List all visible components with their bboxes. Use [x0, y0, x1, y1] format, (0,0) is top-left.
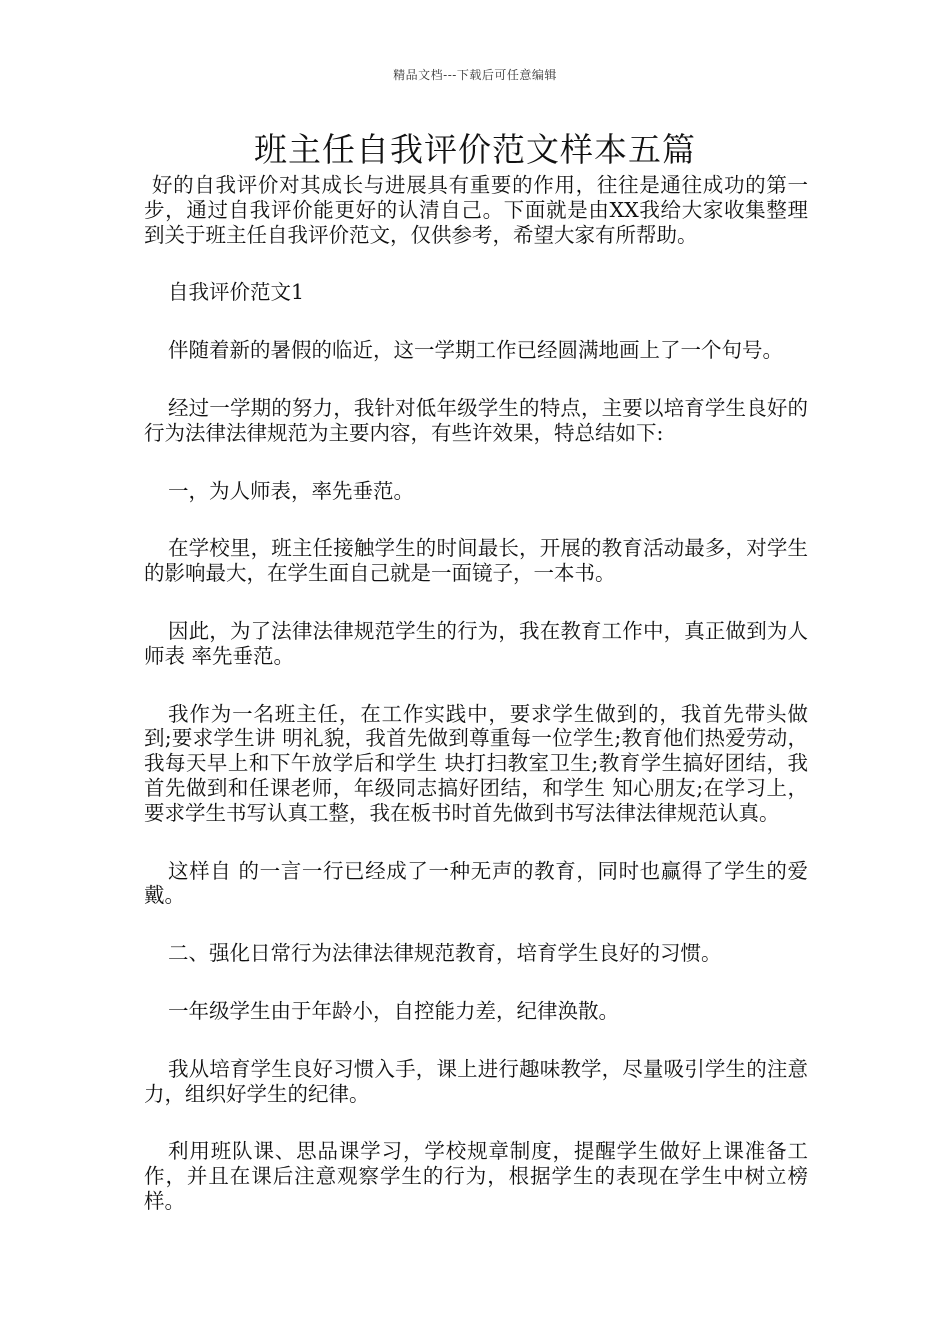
paragraph: 这样自 的一言一行已经成了一种无声的教育，同时也赢得了学生的爱戴。: [144, 858, 808, 908]
paragraph: 我作为一名班主任，在工作实践中，要求学生做到的，我首先带头做到;要求学生讲 明礼貌，我首先做到尊重每一位学生;教育他们热爱劳动，我每天早上和下午放学后和学生 块打扫教室卫生;教育学生搞好团结，我首先做到和任课老师，年级同志搞好团结，和学生 知心朋友;在学习上，要求学生书写认真工整，我在板书时首先做到书写法律法律规范认真。: [144, 701, 808, 825]
paragraph-intro: 好的自我评价对其成长与进展具有重要的作用，往往是通往成功的第一步，通过自我评价能更好的认清自己。下面就是由XX我给大家收集整理到关于班主任自我评价范文，仅供参考，希望大家有所帮助。: [144, 173, 808, 247]
subheading: 二、强化日常行为法律法律规范教育，培育学生良好的习惯。: [168, 941, 722, 966]
page-header-note: 精品文档---下载后可任意编辑: [393, 68, 557, 82]
paragraph: 因此，为了法律法律规范学生的行为，我在教育工作中，真正做到为人师表 率先垂范。: [144, 618, 808, 668]
paragraph: 我从培育学生良好习惯入手，课上进行趣味教学，尽量吸引学生的注意力，组织好学生的纪律。: [144, 1056, 808, 1106]
section-heading: 自我评价范文1: [168, 280, 305, 305]
paragraph: 经过一学期的努力，我针对低年级学生的特点，主要以培育学生良好的行为法律法律规范为主要内容，有些许效果，特总结如下:: [144, 395, 808, 445]
paragraph: 一年级学生由于年龄小，自控能力差，纪律涣散。: [168, 998, 619, 1023]
document-title: 班主任自我评价范文样本五篇: [254, 130, 696, 169]
paragraph: 伴随着新的暑假的临近，这一学期工作已经圆满地画上了一个句号。: [168, 338, 783, 363]
subheading: 一，为人师表，率先垂范。: [168, 478, 414, 503]
paragraph: 在学校里，班主任接触学生的时间最长，开展的教育活动最多，对学生的影响最大，在学生面自己就是一面镜子，一本书。: [144, 536, 808, 586]
paragraph: 利用班队课、思品课学习，学校规章制度，提醒学生做好上课准备工作，并且在课后注意观察学生的行为，根据学生的表现在学生中树立榜样。: [144, 1139, 808, 1213]
document-body: [144, 173, 808, 1247]
